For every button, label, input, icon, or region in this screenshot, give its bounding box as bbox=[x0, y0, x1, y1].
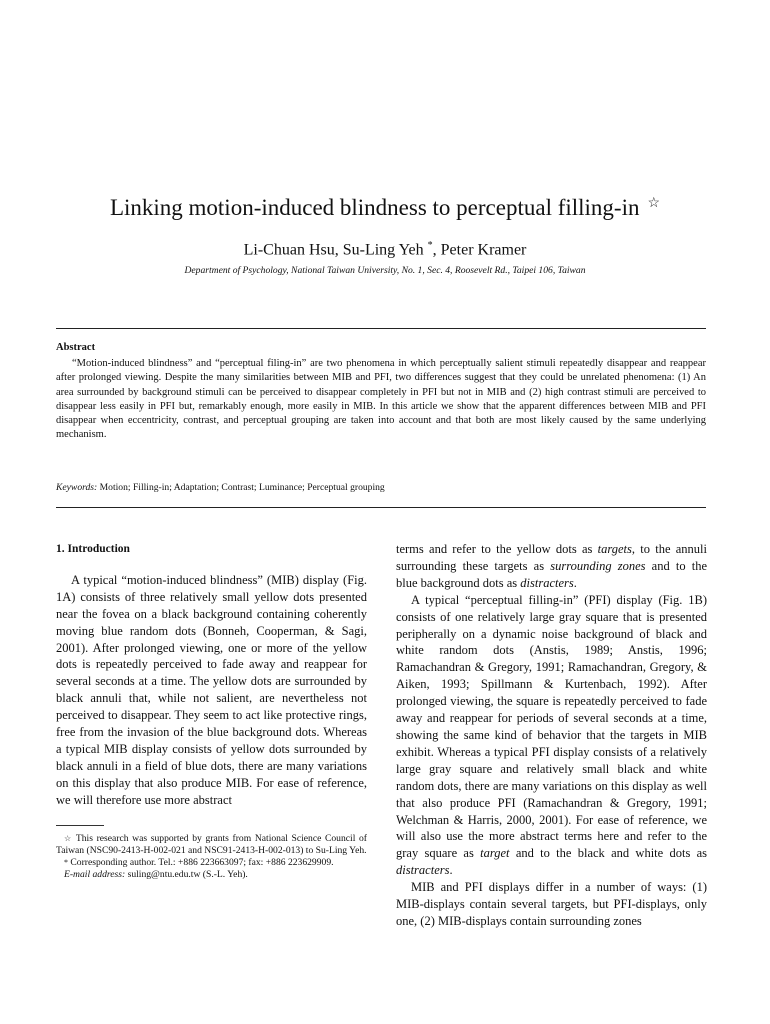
affiliation: Department of Psychology, National Taiwan University, No. 1, Sec. 4, Roosevelt Rd., Taipei 106, Taiwan bbox=[184, 265, 586, 276]
footnote-funding-text: This research was supported by grants from National Science Council of Taiwan (NSC90-2413-H-002-021 and NSC91-2413-H-002-013) to Su-Ling Yeh. bbox=[56, 833, 367, 856]
author-yeh: Su-Ling Yeh bbox=[342, 241, 424, 259]
author-list bbox=[0, 236, 770, 260]
text-run: and to the black and white dots as bbox=[509, 846, 708, 861]
keywords-list: Motion; Filling-in; Adaptation; Contrast; Luminance; Perceptual grouping bbox=[99, 482, 385, 493]
keywords-label: Keywords: bbox=[56, 482, 98, 493]
text-run: and to the blue background dots as bbox=[396, 558, 707, 590]
text-run: terms and refer to the yellow dots as bbox=[396, 542, 598, 556]
footnote-divider bbox=[56, 825, 104, 826]
term-targets: targets bbox=[597, 542, 632, 556]
footnotes bbox=[56, 833, 367, 881]
corresponding-author-asterisk-icon[interactable]: * bbox=[427, 240, 433, 251]
term-target: target bbox=[480, 846, 510, 861]
footnote-email bbox=[56, 869, 367, 881]
footnote-star-icon: ☆ bbox=[64, 834, 73, 843]
abstract-heading: Abstract bbox=[56, 342, 96, 353]
term-surrounding-zones: surrounding zones bbox=[550, 558, 646, 573]
text-run: . bbox=[449, 863, 453, 878]
text-run: , to the annuli surrounding these targets as bbox=[396, 542, 707, 573]
footnote-corresponding bbox=[56, 857, 367, 869]
abstract-text: “Motion-induced blindness” and “perceptual filing-in” are two phenomena in which perceptually salient stimuli repeatedly disappear and reappear after prolonged viewing. Despite the many similarities between MIB and PFI, two differences suggest that they could be unrelated phenomena: (1) An area surrounded by background stimuli can be perceived to disappear completely in PFI but not in MIB and (2) high contrast stimuli are perceived to disappear less easily in PFI but, remarkably enough, more easily in MIB. In this article we show that the apparent differences between MIB and PFI disappear when eccentricity, contrast, and perceptual grouping are taken into account and that both are most likely caused by the same underlying mechanism. bbox=[56, 358, 706, 441]
text-run: . bbox=[573, 575, 577, 590]
keywords-line bbox=[56, 482, 706, 494]
abstract-top-divider bbox=[56, 328, 706, 329]
text-run: A typical “perceptual filling-in” (PFI) display (Fig. 1B) consists of one relatively large gray square that is presented peripherally on a dynamic noise background of black and white random dots (Anstis, 1989; Anstis, 1996; Ramachandran & Gregory, 1991; Ramachandran, Gregory, & Aiken, 1993; Spillmann & Kurtenbach, 1992). After prolonged viewing, the square is repeatedly perceived to fade away and reappear for periods of several seconds at a time, showing the same kind of behavior that the targets in MIB exhibit. Whereas a typical PFI display consists of a relatively large gray square and relatively small black and white random dots, there are many variations on this display as well that also produce PFI (Ramachandran & Gregory, 1991; Welchman & Harris, 2000, 2001). For ease of reference, we will also use the more abstract terms here and refer to the gray square as bbox=[396, 592, 707, 861]
footnote-funding bbox=[56, 833, 367, 857]
right-column bbox=[396, 541, 707, 930]
section-heading: 1. Introduction bbox=[56, 543, 130, 555]
author-kramer: , Peter Kramer bbox=[432, 241, 527, 259]
article-title bbox=[0, 194, 770, 222]
footnote-corresponding-text: Corresponding author. Tel.: +886 223663097; fax: +886 223629909. bbox=[68, 857, 334, 868]
intro-paragraph-1: A typical “motion-induced blindness” (MIB) display (Fig. 1A) consists of three relatively small yellow dots presented near the fovea on a black background containing coherently moving blue random dots (Bonneh, Cooperman, & Sagi, 2001). After prolonged viewing, one or more of the yellow dots is repeatedly perceived to fade away and reappear for several seconds at a time. The yellow dots are surrounded by black annuli that, while not salient, are nevertheless not perceived to disappear. They seem to act like protective rings, free from the invasion of the blue background dots. Whereas a typical MIB display consists of yellow dots surrounded by black annuli in a field of blue dots, there are many variations on this display that also produce MIB. For ease of reference, we will therefore use more abstract bbox=[56, 572, 367, 807]
term-distracters: distracters bbox=[396, 863, 450, 878]
term-distracters: distracters bbox=[520, 575, 574, 590]
intro-paragraph-2 bbox=[396, 592, 707, 879]
footnote-asterisk-icon: * bbox=[64, 858, 68, 867]
intro-paragraph-1-continued bbox=[396, 541, 707, 592]
title-text: Linking motion-induced blindness to perceptual filling-in bbox=[109, 195, 640, 220]
left-column bbox=[56, 541, 367, 809]
email-label: E-mail address: bbox=[64, 869, 126, 880]
title-footnote-star-icon[interactable]: ☆ bbox=[647, 196, 661, 211]
intro-paragraph-3: MIB and PFI displays differ in a number of ways: (1) MIB-displays contain several targets, but PFI-displays, only one, (2) MIB-displays contain surrounding zones bbox=[396, 880, 707, 928]
abstract-bottom-divider bbox=[56, 507, 706, 508]
email-address-link[interactable]: suling@ntu.edu.tw (S.-L. Yeh). bbox=[125, 869, 248, 880]
author-hsu: Li-Chuan Hsu, bbox=[243, 241, 339, 259]
